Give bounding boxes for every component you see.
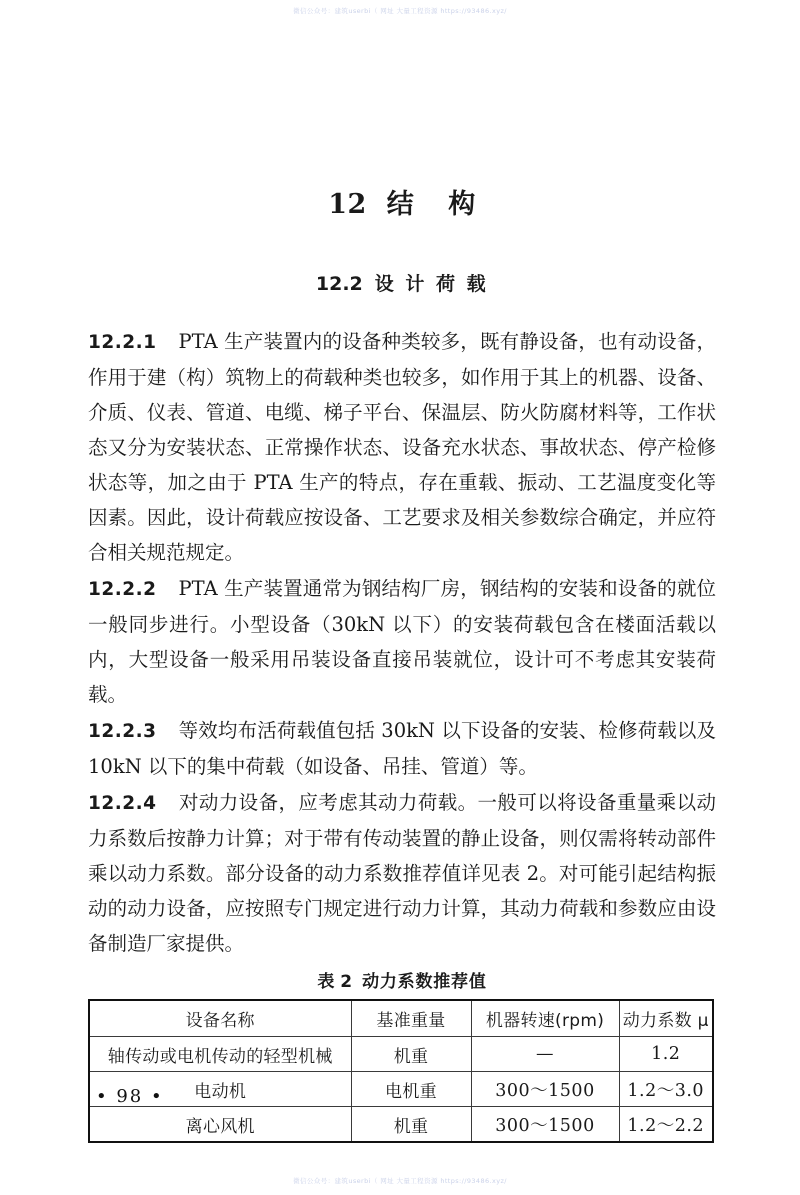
table-cell-speed: — [471, 1037, 619, 1072]
table-cell-speed: 300～1500 [471, 1072, 619, 1107]
clause-text: 等效均布活荷载值包括 30kN 以下设备的安装、检修荷载以及 10kN 以下的集中荷载（如设备、吊挂、管道）等。 [88, 719, 716, 778]
table-header-cell-base-weight: 基准重量 [351, 1000, 471, 1037]
page-content [88, 0, 716, 1143]
table-caption-number: 表 2 [317, 972, 353, 992]
clause-list [88, 324, 716, 961]
clause-12-2-1 [88, 324, 716, 570]
clause-number: 12.2.3 [88, 721, 157, 742]
table-header-row [89, 1000, 713, 1037]
table-cell-base-weight: 电机重 [351, 1072, 471, 1107]
clause-12-2-2 [88, 571, 716, 712]
table-row [89, 1037, 713, 1072]
table-caption [88, 967, 716, 992]
table-cell-equipment: 轴传动或电机传动的轻型机械 [89, 1037, 351, 1072]
clause-number: 12.2.2 [88, 579, 157, 600]
watermark-bottom: 微信公众号：建筑userbi（ 网址 大量工程资源 https://93486.xyz/ [293, 1177, 507, 1185]
section-title-text: 设 计 荷 载 [374, 273, 489, 295]
clause-12-2-4 [88, 785, 716, 961]
table-row [89, 1107, 713, 1143]
table-cell-equipment: 离心风机 [89, 1107, 351, 1143]
table-caption-title: 动力系数推荐值 [362, 972, 487, 992]
clause-text: 对动力设备，应考虑其动力荷载。一般可以将设备重量乘以动力系数后按静力计算；对于带有传动装置的静止设备，则仅需将转动部件乘以动力系数。部分设备的动力系数推荐值详见表 2。对可能引起结构振动的动力设备，应按照专门规定进行动力计算，其动力荷载和参数应由设备制造厂家提供。 [88, 791, 716, 955]
table-cell-base-weight: 机重 [351, 1107, 471, 1143]
clause-text: PTA 生产装置通常为钢结构厂房，钢结构的安装和设备的就位一般同步进行。小型设备（30kN 以下）的安装荷载包含在楼面活载以内，大型设备一般采用吊装设备直接吊装就位，设计可不考虑其安装荷载。 [88, 577, 716, 706]
chapter-title [88, 0, 716, 221]
page-number: • 98 • [96, 1086, 164, 1107]
section-title [88, 221, 716, 296]
section-number: 12.2 [315, 273, 363, 295]
table-cell-coefficient: 1.2～2.2 [619, 1107, 713, 1143]
chapter-title-char-1: 结 [386, 189, 415, 220]
table-cell-base-weight: 机重 [351, 1037, 471, 1072]
table-cell-coefficient: 1.2～3.0 [619, 1072, 713, 1107]
table-header-cell-equipment: 设备名称 [89, 1000, 351, 1037]
clause-text: PTA 生产装置内的设备种类较多，既有静设备，也有动设备，作用于建（构）筑物上的荷载种类也较多，如作用于其上的机器、设备、介质、仪表、管道、电缆、梯子平台、保温层、防火防腐材料等，工作状态又分为安装状态、正常操作状态、设备充水状态、事故状态、停产检修状态等，加之由于 PTA 生产的特点，存在重载、振动、工艺温度变化等因素。因此，设计荷载应按设备、工艺要求及相关参数综合确定，并应符合相关规范规定。 [88, 330, 716, 564]
watermark-top: 微信公众号：建筑userbi（ 网址 大量工程资源 https://93486.xyz/ [293, 7, 507, 15]
chapter-number: 12 [328, 189, 367, 220]
dynamic-coefficient-table [88, 999, 714, 1143]
table-header-cell-coefficient: 动力系数 μ [619, 1000, 713, 1037]
table-cell-speed: 300～1500 [471, 1107, 619, 1143]
table-row [89, 1072, 713, 1107]
table-cell-coefficient: 1.2 [619, 1037, 713, 1072]
table-header-cell-speed: 机器转速(rpm) [471, 1000, 619, 1037]
chapter-title-char-2: 构 [448, 189, 476, 220]
table-cell-equipment: 电动机 [89, 1072, 351, 1107]
clause-number: 12.2.1 [88, 332, 157, 353]
clause-number: 12.2.4 [88, 793, 157, 814]
clause-12-2-3 [88, 713, 716, 784]
